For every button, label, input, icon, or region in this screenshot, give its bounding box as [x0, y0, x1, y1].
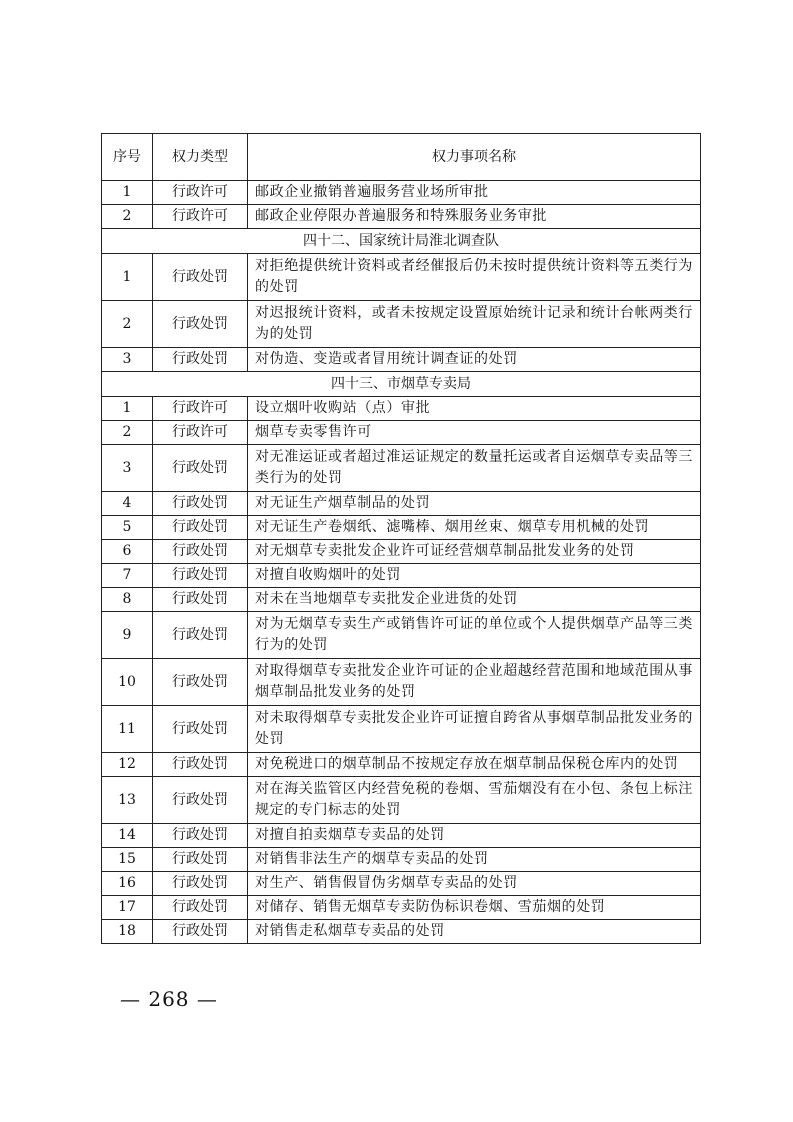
- power-item-name-cell: 对在海关监管区内经营免税的卷烟、雪茄烟没有在小包、条包上标注规定的专门标志的处罚: [248, 777, 701, 824]
- power-item-name-cell: 对为无烟草专卖生产或销售许可证的单位或个人提供烟草产品等三类行为的处罚: [248, 612, 701, 659]
- table-row: [102, 588, 701, 612]
- power-item-name-cell: 烟草专卖零售许可: [248, 421, 701, 445]
- table-row: [102, 421, 701, 445]
- power-type-cell: 行政处罚: [153, 706, 248, 753]
- table-row: [102, 301, 701, 348]
- serial-number-cell: 9: [102, 612, 153, 659]
- serial-number-cell: 14: [102, 824, 153, 848]
- power-item-name-cell: 对销售走私烟草专卖品的处罚: [248, 920, 701, 944]
- serial-number-cell: 15: [102, 848, 153, 872]
- table-row: [102, 540, 701, 564]
- serial-number-cell: 6: [102, 540, 153, 564]
- power-type-cell: 行政处罚: [153, 516, 248, 540]
- header-power-item-name: 权力事项名称: [248, 134, 701, 181]
- section-heading-row: [102, 372, 701, 397]
- power-type-cell: 行政处罚: [153, 540, 248, 564]
- power-item-name-cell: 对伪造、变造或者冒用统计调查证的处罚: [248, 348, 701, 372]
- power-item-name-cell: 对免税进口的烟草制品不按规定存放在烟草制品保税仓库内的处罚: [248, 753, 701, 777]
- table-row: [102, 920, 701, 944]
- serial-number-cell: 1: [102, 397, 153, 421]
- power-item-name-cell: 对迟报统计资料，或者未按规定设置原始统计记录和统计台帐两类行为的处罚: [248, 301, 701, 348]
- power-item-name-cell: 对未在当地烟草专卖批发企业进货的处罚: [248, 588, 701, 612]
- power-item-name-cell: 对擅自拍卖烟草专卖品的处罚: [248, 824, 701, 848]
- power-type-cell: 行政处罚: [153, 824, 248, 848]
- power-type-cell: 行政处罚: [153, 348, 248, 372]
- table-row: [102, 564, 701, 588]
- table-row: [102, 848, 701, 872]
- table-row: [102, 492, 701, 516]
- table-row: [102, 872, 701, 896]
- serial-number-cell: 12: [102, 753, 153, 777]
- power-item-name-cell: 对无准运证或者超过准运证规定的数量托运或者自运烟草专卖品等三类行为的处罚: [248, 445, 701, 492]
- power-type-cell: 行政处罚: [153, 612, 248, 659]
- page-number: — 268 —: [120, 987, 218, 1011]
- serial-number-cell: 11: [102, 706, 153, 753]
- serial-number-cell: 8: [102, 588, 153, 612]
- power-item-name-cell: 对拒绝提供统计资料或者经催报后仍未按时提供统计资料等五类行为的处罚: [248, 254, 701, 301]
- power-item-name-cell: 对未取得烟草专卖批发企业许可证擅自跨省从事烟草制品批发业务的处罚: [248, 706, 701, 753]
- power-item-name-cell: 对擅自收购烟叶的处罚: [248, 564, 701, 588]
- table-row: [102, 706, 701, 753]
- power-type-cell: 行政处罚: [153, 492, 248, 516]
- section-heading: 四十三、市烟草专卖局: [102, 372, 701, 397]
- power-item-name-cell: 对无烟草专卖批发企业许可证经营烟草制品批发业务的处罚: [248, 540, 701, 564]
- power-type-cell: 行政处罚: [153, 872, 248, 896]
- serial-number-cell: 2: [102, 301, 153, 348]
- section-heading-row: [102, 229, 701, 254]
- power-type-cell: 行政处罚: [153, 753, 248, 777]
- table-row: [102, 348, 701, 372]
- table-row: [102, 254, 701, 301]
- power-type-cell: 行政处罚: [153, 564, 248, 588]
- power-item-name-cell: 邮政企业停限办普遍服务和特殊服务业务审批: [248, 205, 701, 229]
- serial-number-cell: 2: [102, 205, 153, 229]
- power-type-cell: 行政处罚: [153, 301, 248, 348]
- power-item-name-cell: 对无证生产烟草制品的处罚: [248, 492, 701, 516]
- table-row: [102, 397, 701, 421]
- table-row: [102, 659, 701, 706]
- table-row: [102, 205, 701, 229]
- power-type-cell: 行政许可: [153, 205, 248, 229]
- serial-number-cell: 13: [102, 777, 153, 824]
- power-item-name-cell: 对无证生产卷烟纸、滤嘴棒、烟用丝束、烟草专用机械的处罚: [248, 516, 701, 540]
- table-row: [102, 181, 701, 205]
- serial-number-cell: 1: [102, 254, 153, 301]
- serial-number-cell: 3: [102, 348, 153, 372]
- serial-number-cell: 7: [102, 564, 153, 588]
- power-type-cell: 行政处罚: [153, 445, 248, 492]
- serial-number-cell: 1: [102, 181, 153, 205]
- power-type-cell: 行政处罚: [153, 588, 248, 612]
- header-power-type: 权力类型: [153, 134, 248, 181]
- power-item-name-cell: 邮政企业撤销普遍服务营业场所审批: [248, 181, 701, 205]
- power-list-table: [101, 133, 701, 944]
- serial-number-cell: 2: [102, 421, 153, 445]
- serial-number-cell: 3: [102, 445, 153, 492]
- power-type-cell: 行政处罚: [153, 920, 248, 944]
- power-item-name-cell: 对销售非法生产的烟草专卖品的处罚: [248, 848, 701, 872]
- power-item-name-cell: 对取得烟草专卖批发企业许可证的企业超越经营范围和地域范围从事烟草制品批发业务的处罚: [248, 659, 701, 706]
- table-header-row: [102, 134, 701, 181]
- power-type-cell: 行政许可: [153, 181, 248, 205]
- table-body: [102, 181, 701, 944]
- power-type-cell: 行政处罚: [153, 848, 248, 872]
- table-row: [102, 753, 701, 777]
- serial-number-cell: 10: [102, 659, 153, 706]
- power-type-cell: 行政处罚: [153, 254, 248, 301]
- power-type-cell: 行政许可: [153, 421, 248, 445]
- section-heading: 四十二、国家统计局淮北调查队: [102, 229, 701, 254]
- serial-number-cell: 4: [102, 492, 153, 516]
- power-type-cell: 行政处罚: [153, 777, 248, 824]
- power-item-name-cell: 对储存、销售无烟草专卖防伪标识卷烟、雪茄烟的处罚: [248, 896, 701, 920]
- serial-number-cell: 18: [102, 920, 153, 944]
- table-row: [102, 777, 701, 824]
- table-row: [102, 896, 701, 920]
- table-row: [102, 516, 701, 540]
- serial-number-cell: 16: [102, 872, 153, 896]
- power-type-cell: 行政处罚: [153, 659, 248, 706]
- power-item-name-cell: 对生产、销售假冒伪劣烟草专卖品的处罚: [248, 872, 701, 896]
- power-type-cell: 行政处罚: [153, 896, 248, 920]
- header-serial-number: 序号: [102, 134, 153, 181]
- serial-number-cell: 5: [102, 516, 153, 540]
- table-row: [102, 445, 701, 492]
- table-row: [102, 824, 701, 848]
- table-row: [102, 612, 701, 659]
- power-item-name-cell: 设立烟叶收购站（点）审批: [248, 397, 701, 421]
- serial-number-cell: 17: [102, 896, 153, 920]
- power-type-cell: 行政许可: [153, 397, 248, 421]
